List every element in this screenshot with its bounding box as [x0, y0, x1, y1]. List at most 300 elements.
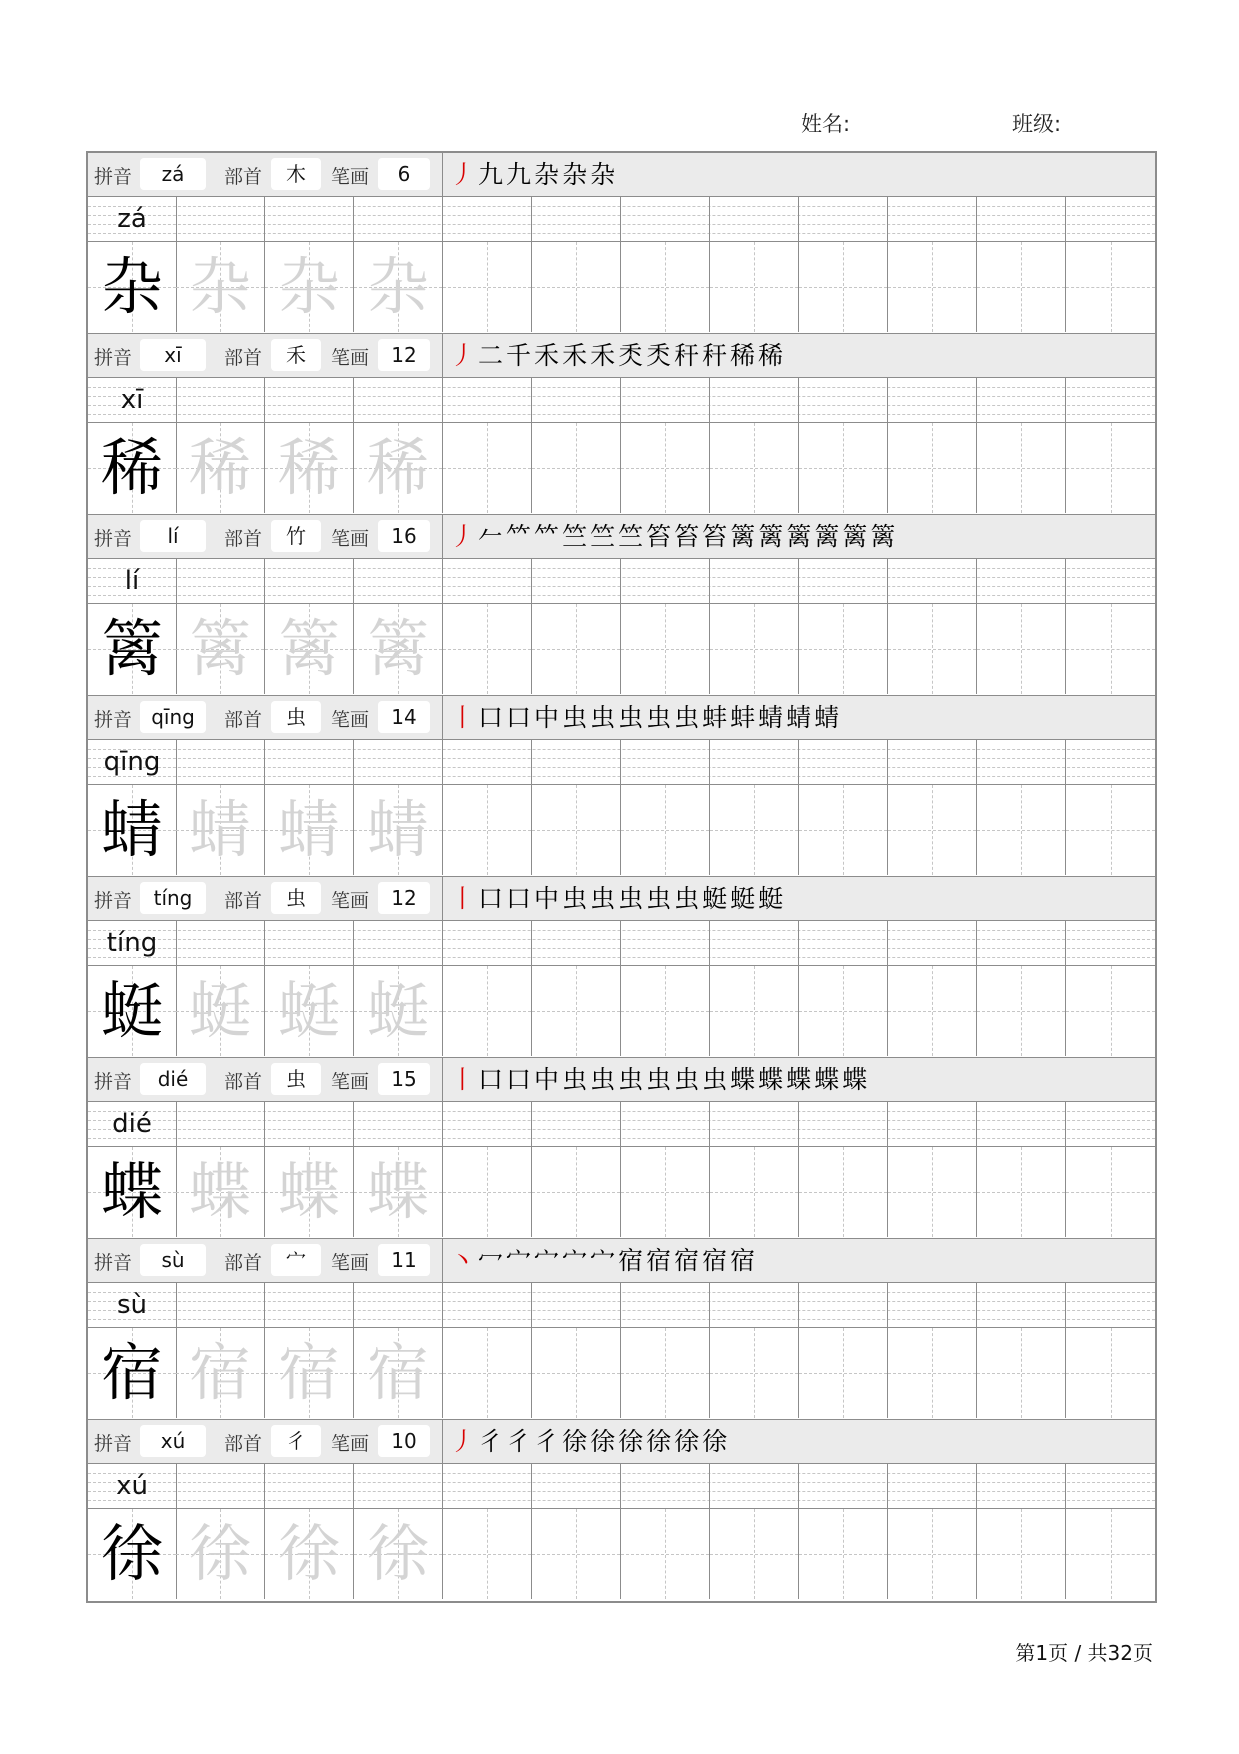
practice-cell[interactable]: [799, 242, 888, 332]
stroke-step: 二: [478, 341, 504, 370]
pinyin-cell[interactable]: [532, 378, 621, 422]
pinyin-cell[interactable]: [799, 1464, 888, 1508]
pinyin-cell[interactable]: [888, 1102, 977, 1146]
stroke-order-sequence: [450, 1423, 1150, 1461]
trace-character: 杂: [366, 250, 429, 323]
pinyin-cell[interactable]: [621, 1464, 710, 1508]
pinyin-cell[interactable]: [621, 921, 710, 965]
pinyin-cell[interactable]: [265, 378, 354, 422]
radical-label: 部首: [224, 709, 263, 731]
stroke-step: 篱: [758, 522, 784, 551]
stroke-step: 虫: [674, 884, 700, 913]
char-entry: [88, 334, 1155, 515]
stroke-step: 虫: [646, 1065, 672, 1094]
practice-cell[interactable]: [621, 242, 710, 332]
model-character: 宿: [100, 1336, 163, 1409]
grid-guide-horizontal: [443, 649, 531, 650]
grid-guide-horizontal: [710, 1373, 798, 1374]
pinyin-cell[interactable]: [176, 378, 265, 422]
info-row: [88, 1420, 1155, 1464]
practice-cell[interactable]: [799, 1147, 888, 1237]
trace-character: 蜓: [188, 974, 251, 1047]
grid-guide-horizontal: [621, 649, 709, 650]
pinyin-cell[interactable]: [710, 1283, 799, 1327]
grid-guide-horizontal: [621, 1192, 709, 1193]
grid-guide-horizontal: [1066, 1192, 1155, 1193]
pinyin-cell[interactable]: [354, 559, 443, 603]
trace-character: 篱: [366, 612, 429, 685]
practice-cell[interactable]: [888, 785, 977, 875]
practice-cell[interactable]: [710, 785, 799, 875]
stroke-count: 11: [378, 1244, 430, 1276]
stroke-step: 宿: [730, 1246, 756, 1275]
stroke-count: 12: [378, 882, 430, 914]
pinyin-cell[interactable]: [443, 378, 532, 422]
stroke-step: 蚌: [730, 703, 756, 732]
pinyin-cell[interactable]: [977, 921, 1066, 965]
stroke-step: 丶: [450, 1246, 476, 1275]
stroke-step: 虫: [618, 1065, 644, 1094]
stroke-step: 虫: [618, 703, 644, 732]
grid-guide-horizontal: [710, 830, 798, 831]
grid-guide-horizontal: [1066, 1011, 1155, 1012]
trace-character: 篱: [188, 612, 251, 685]
practice-cell[interactable]: [1066, 966, 1155, 1056]
practice-cell[interactable]: [1066, 1509, 1155, 1599]
pinyin-cell[interactable]: [354, 740, 443, 784]
pinyin-row: [88, 921, 1155, 966]
pinyin-label: 拼音: [94, 709, 133, 731]
pinyin-cell[interactable]: [710, 197, 799, 241]
practice-cell[interactable]: [443, 604, 532, 694]
stroke-step: 宀: [562, 1246, 588, 1275]
pinyin-text: xú: [116, 1471, 148, 1501]
pinyin-cell[interactable]: [710, 378, 799, 422]
practice-cell[interactable]: [1066, 604, 1155, 694]
practice-cell[interactable]: [532, 1147, 621, 1237]
strokes-label: 笔画: [331, 1433, 370, 1455]
character-row: [88, 1328, 1155, 1420]
stroke-step: 笞: [674, 522, 700, 551]
character-row: [88, 1509, 1155, 1601]
stroke-step: 彳: [534, 1427, 560, 1456]
grid-guide-horizontal: [888, 1192, 976, 1193]
practice-cell[interactable]: [710, 242, 799, 332]
stroke-step: 丿: [450, 160, 476, 189]
practice-cell[interactable]: [621, 423, 710, 513]
pinyin-value: dié: [140, 1063, 206, 1095]
radical-value: 宀: [271, 1244, 321, 1276]
practice-cell[interactable]: [621, 604, 710, 694]
stroke-step: 九: [478, 160, 504, 189]
stroke-step: 虫: [590, 884, 616, 913]
pinyin-cell[interactable]: [443, 740, 532, 784]
stroke-step: 笞: [702, 522, 728, 551]
strokes-label: 笔画: [331, 1252, 370, 1274]
info-fields: [88, 1420, 443, 1464]
strokes-label: 笔画: [331, 347, 370, 369]
pinyin-cell[interactable]: [621, 559, 710, 603]
practice-cell[interactable]: [532, 242, 621, 332]
pinyin-cell[interactable]: [977, 740, 1066, 784]
stroke-step: 丨: [450, 884, 476, 913]
stroke-step: 丨: [450, 1065, 476, 1094]
stroke-step: 徐: [590, 1427, 616, 1456]
pinyin-cell[interactable]: [532, 1283, 621, 1327]
grid-guide-horizontal: [1066, 649, 1155, 650]
pinyin-cell[interactable]: [621, 740, 710, 784]
stroke-step: 宿: [674, 1246, 700, 1275]
pinyin-cell[interactable]: [888, 740, 977, 784]
stroke-step: 宿: [702, 1246, 728, 1275]
practice-cell[interactable]: [888, 242, 977, 332]
practice-cell[interactable]: [621, 966, 710, 1056]
stroke-step: 彳: [506, 1427, 532, 1456]
info-fields: [88, 696, 443, 740]
pinyin-cell[interactable]: [354, 921, 443, 965]
pinyin-cell[interactable]: [799, 740, 888, 784]
pinyin-cell[interactable]: [977, 559, 1066, 603]
model-character: 蜻: [100, 793, 163, 866]
info-fields: [88, 1239, 443, 1283]
trace-character: 杂: [188, 250, 251, 323]
pinyin-cell[interactable]: [888, 1283, 977, 1327]
stroke-step: 虫: [674, 1065, 700, 1094]
practice-cell[interactable]: [977, 1509, 1066, 1599]
practice-cell[interactable]: [977, 604, 1066, 694]
practice-cell[interactable]: [443, 1509, 532, 1599]
stroke-order-sequence: [450, 880, 1150, 918]
radical-label: 部首: [224, 1433, 263, 1455]
practice-cell[interactable]: [621, 785, 710, 875]
pinyin-cell[interactable]: [443, 559, 532, 603]
pinyin-cell[interactable]: [532, 740, 621, 784]
practice-cell[interactable]: [888, 423, 977, 513]
info-row: [88, 1058, 1155, 1102]
stroke-step: 蜻: [814, 703, 840, 732]
pinyin-text: xī: [120, 385, 144, 415]
character-row: [88, 785, 1155, 877]
stroke-count: 15: [378, 1063, 430, 1095]
practice-cell[interactable]: [532, 785, 621, 875]
stroke-step: 丨: [450, 703, 476, 732]
practice-cell[interactable]: [799, 785, 888, 875]
practice-cell[interactable]: [621, 1147, 710, 1237]
pinyin-cell[interactable]: [977, 378, 1066, 422]
pinyin-cell[interactable]: [888, 559, 977, 603]
radical-value: 彳: [271, 1425, 321, 1457]
radical-value: 禾: [271, 339, 321, 371]
grid-guide-horizontal: [1066, 830, 1155, 831]
pinyin-label: 拼音: [94, 347, 133, 369]
practice-cell[interactable]: [532, 1328, 621, 1418]
pinyin-cell[interactable]: [265, 921, 354, 965]
practice-cell[interactable]: [1066, 242, 1155, 332]
practice-cell[interactable]: [710, 966, 799, 1056]
pinyin-cell[interactable]: [443, 197, 532, 241]
practice-cell[interactable]: [710, 1328, 799, 1418]
pinyin-cell[interactable]: [176, 197, 265, 241]
grid-guide-horizontal: [710, 287, 798, 288]
stroke-step: 口: [506, 1065, 532, 1094]
pinyin-label: 拼音: [94, 1433, 133, 1455]
grid-guide-horizontal: [443, 830, 531, 831]
stroke-step: 虫: [674, 703, 700, 732]
stroke-step: 禾: [534, 341, 560, 370]
stroke-order-sequence: [450, 1242, 1150, 1280]
pinyin-cell[interactable]: [532, 197, 621, 241]
practice-cell[interactable]: [799, 966, 888, 1056]
practice-cell[interactable]: [1066, 785, 1155, 875]
stroke-step: 虫: [562, 884, 588, 913]
pinyin-cell[interactable]: [710, 921, 799, 965]
pinyin-value: zá: [140, 158, 206, 190]
pinyin-text: lí: [124, 566, 140, 596]
practice-cell[interactable]: [710, 1509, 799, 1599]
stroke-step: 徐: [562, 1427, 588, 1456]
stroke-step: 秆: [702, 341, 728, 370]
practice-cell[interactable]: [710, 604, 799, 694]
grid-guide-horizontal: [977, 1554, 1065, 1555]
class-label: 班级:: [1012, 112, 1062, 136]
stroke-step: 宿: [646, 1246, 672, 1275]
trace-character: 蜻: [188, 793, 251, 866]
stroke-step: 虫: [646, 884, 672, 913]
pinyin-cell[interactable]: [265, 559, 354, 603]
pinyin-value: qīng: [140, 701, 206, 733]
practice-cell[interactable]: [977, 423, 1066, 513]
grid-guide-horizontal: [977, 830, 1065, 831]
stroke-count: 10: [378, 1425, 430, 1457]
stroke-step: 虫: [646, 703, 672, 732]
pinyin-value: tíng: [140, 882, 206, 914]
practice-cell[interactable]: [532, 1509, 621, 1599]
stroke-step: 丿: [450, 522, 476, 551]
pinyin-cell[interactable]: [176, 1464, 265, 1508]
pinyin-cell[interactable]: [977, 1464, 1066, 1508]
pinyin-cell[interactable]: [354, 1283, 443, 1327]
char-entry: [88, 696, 1155, 877]
pinyin-cell[interactable]: [621, 1102, 710, 1146]
grid-guide-horizontal: [1066, 287, 1155, 288]
pinyin-cell[interactable]: [710, 1464, 799, 1508]
pinyin-row: [88, 559, 1155, 604]
stroke-step: 虫: [590, 1065, 616, 1094]
practice-cell[interactable]: [710, 423, 799, 513]
pinyin-cell[interactable]: [621, 1283, 710, 1327]
practice-cell[interactable]: [799, 604, 888, 694]
info-row: [88, 877, 1155, 921]
trace-character: 蜻: [366, 793, 429, 866]
grid-guide-horizontal: [621, 287, 709, 288]
pinyin-cell[interactable]: [265, 1102, 354, 1146]
pinyin-cell[interactable]: [354, 378, 443, 422]
practice-cell[interactable]: [532, 966, 621, 1056]
stroke-order-sequence: [450, 518, 1150, 556]
stroke-step: 蝶: [786, 1065, 812, 1094]
pinyin-cell[interactable]: [443, 921, 532, 965]
pinyin-cell[interactable]: [443, 1283, 532, 1327]
pinyin-cell[interactable]: [710, 740, 799, 784]
practice-cell[interactable]: [1066, 423, 1155, 513]
practice-cell[interactable]: [443, 242, 532, 332]
pinyin-cell[interactable]: [888, 378, 977, 422]
info-fields: [88, 1058, 443, 1102]
pinyin-cell[interactable]: [265, 1464, 354, 1508]
pinyin-cell[interactable]: [265, 1283, 354, 1327]
practice-cell[interactable]: [888, 604, 977, 694]
practice-cell[interactable]: [1066, 1147, 1155, 1237]
pinyin-cell[interactable]: [443, 1464, 532, 1508]
stroke-step: 丿: [450, 341, 476, 370]
pinyin-cell[interactable]: [888, 921, 977, 965]
practice-cell[interactable]: [621, 1328, 710, 1418]
pinyin-cell[interactable]: [176, 1283, 265, 1327]
grid-guide-horizontal: [621, 830, 709, 831]
stroke-count: 14: [378, 701, 430, 733]
pinyin-cell[interactable]: [977, 1283, 1066, 1327]
trace-character: 徐: [366, 1517, 429, 1590]
trace-character: 宿: [366, 1336, 429, 1409]
pinyin-cell[interactable]: [799, 921, 888, 965]
pinyin-row: [88, 197, 1155, 242]
grid-guide-horizontal: [888, 1373, 976, 1374]
practice-cell[interactable]: [532, 423, 621, 513]
pinyin-cell[interactable]: [799, 378, 888, 422]
grid-guide-horizontal: [1066, 1373, 1155, 1374]
pinyin-row: [88, 378, 1155, 423]
practice-cell[interactable]: [888, 1328, 977, 1418]
grid-guide-horizontal: [710, 1192, 798, 1193]
practice-cell[interactable]: [888, 966, 977, 1056]
practice-cell[interactable]: [443, 1147, 532, 1237]
stroke-step: 蝶: [814, 1065, 840, 1094]
grid-guide-horizontal: [888, 287, 976, 288]
page-number: 第1页 / 共32页: [1015, 1641, 1153, 1665]
grid-guide-horizontal: [443, 1373, 531, 1374]
pinyin-cell[interactable]: [354, 197, 443, 241]
grid-guide-horizontal: [977, 1192, 1065, 1193]
practice-cell[interactable]: [977, 1328, 1066, 1418]
pinyin-cell[interactable]: [799, 1102, 888, 1146]
practice-cell[interactable]: [799, 1328, 888, 1418]
pinyin-cell[interactable]: [176, 921, 265, 965]
practice-cell[interactable]: [443, 423, 532, 513]
practice-cell[interactable]: [443, 1328, 532, 1418]
pinyin-value: xī: [140, 339, 206, 371]
practice-cell[interactable]: [443, 785, 532, 875]
pinyin-cell[interactable]: [532, 1464, 621, 1508]
info-row: [88, 696, 1155, 740]
model-character: 杂: [100, 250, 163, 323]
stroke-step: 口: [478, 1065, 504, 1094]
trace-character: 蝶: [277, 1155, 340, 1228]
pinyin-cell[interactable]: [265, 740, 354, 784]
pinyin-cell[interactable]: [621, 378, 710, 422]
radical-value: 虫: [271, 882, 321, 914]
stroke-step: 徐: [702, 1427, 728, 1456]
radical-value: 虫: [271, 1063, 321, 1095]
pinyin-cell[interactable]: [888, 1464, 977, 1508]
stroke-step: 虫: [590, 703, 616, 732]
pinyin-cell[interactable]: [710, 559, 799, 603]
pinyin-cell[interactable]: [265, 197, 354, 241]
grid-guide-horizontal: [710, 1011, 798, 1012]
practice-cell[interactable]: [799, 423, 888, 513]
grid-guide-horizontal: [799, 287, 887, 288]
pinyin-cell[interactable]: [799, 559, 888, 603]
stroke-step: 篱: [870, 522, 896, 551]
grid-guide-horizontal: [888, 830, 976, 831]
practice-cell[interactable]: [888, 1509, 977, 1599]
pinyin-cell[interactable]: [799, 197, 888, 241]
stroke-step: 蚌: [702, 703, 728, 732]
practice-cell[interactable]: [888, 1147, 977, 1237]
radical-label: 部首: [224, 1252, 263, 1274]
stroke-step: 蜓: [730, 884, 756, 913]
stroke-step: 蝶: [842, 1065, 868, 1094]
pinyin-cell[interactable]: [977, 1102, 1066, 1146]
stroke-step: 秂: [618, 341, 644, 370]
pinyin-cell[interactable]: [710, 1102, 799, 1146]
practice-cell[interactable]: [977, 785, 1066, 875]
pinyin-row: [88, 740, 1155, 785]
stroke-step: 𥫗: [506, 522, 532, 551]
pinyin-cell[interactable]: [799, 1283, 888, 1327]
pinyin-cell[interactable]: [977, 197, 1066, 241]
grid-guide-horizontal: [888, 649, 976, 650]
stroke-step: 口: [506, 884, 532, 913]
stroke-step: 口: [478, 884, 504, 913]
grid-guide-horizontal: [799, 1192, 887, 1193]
practice-cell[interactable]: [1066, 1328, 1155, 1418]
practice-cell[interactable]: [443, 966, 532, 1056]
pinyin-cell[interactable]: [443, 1102, 532, 1146]
pinyin-cell[interactable]: [532, 1102, 621, 1146]
stroke-step: 中: [534, 884, 560, 913]
pinyin-cell[interactable]: [532, 921, 621, 965]
pinyin-label: 拼音: [94, 528, 133, 550]
grid-guide-horizontal: [443, 1192, 531, 1193]
stroke-step: 宀: [506, 1246, 532, 1275]
pinyin-cell[interactable]: [176, 559, 265, 603]
grid-guide-horizontal: [710, 1554, 798, 1555]
practice-cell[interactable]: [621, 1509, 710, 1599]
stroke-step: 竺: [618, 522, 644, 551]
grid-guide-horizontal: [1066, 1554, 1155, 1555]
practice-cell[interactable]: [799, 1509, 888, 1599]
grid-guide-horizontal: [532, 1192, 620, 1193]
practice-cell[interactable]: [977, 242, 1066, 332]
practice-cell[interactable]: [532, 604, 621, 694]
pinyin-cell[interactable]: [176, 740, 265, 784]
pinyin-row: [88, 1283, 1155, 1328]
stroke-step: 篱: [842, 522, 868, 551]
pinyin-text: zá: [117, 204, 147, 234]
radical-label: 部首: [224, 890, 263, 912]
pinyin-cell[interactable]: [354, 1464, 443, 1508]
pinyin-cell[interactable]: [354, 1102, 443, 1146]
pinyin-cell[interactable]: [176, 1102, 265, 1146]
grid-guide-horizontal: [799, 1373, 887, 1374]
practice-cell[interactable]: [710, 1147, 799, 1237]
practice-cell[interactable]: [977, 966, 1066, 1056]
pinyin-cell[interactable]: [888, 197, 977, 241]
model-character: 篱: [100, 612, 163, 685]
pinyin-cell[interactable]: [532, 559, 621, 603]
pinyin-cell[interactable]: [621, 197, 710, 241]
practice-cell[interactable]: [977, 1147, 1066, 1237]
